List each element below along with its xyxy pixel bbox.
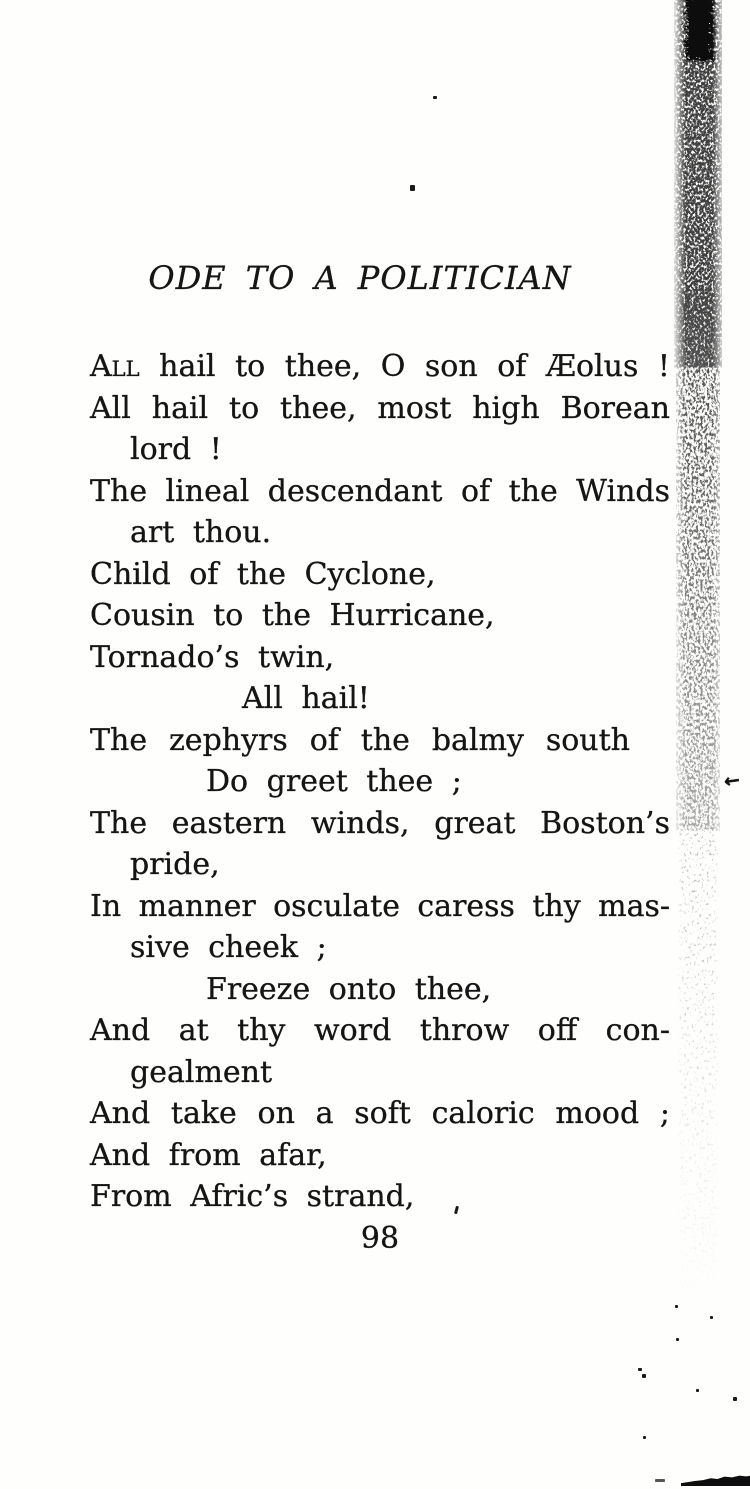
- poem-line: Cousin to the Hurricane,: [90, 598, 495, 633]
- edge-noise-texture: [672, 0, 726, 1330]
- line-text: hail to thee, O son of Æolus !: [139, 349, 670, 384]
- poem-line: The zephyrs of the balmy south: [90, 722, 630, 758]
- ink-speck: [675, 1305, 678, 1308]
- corner-shadow-smudge: [681, 1473, 750, 1486]
- poem-line: And from afar,: [90, 1137, 327, 1173]
- poem-line: lord !: [130, 432, 222, 467]
- poem-line: The eastern winds, great Boston’s: [90, 805, 670, 841]
- ink-speck: [638, 1368, 642, 1371]
- poem-line: And at thy word throw off con-: [90, 1013, 670, 1048]
- poem-line: All hail!: [242, 681, 370, 716]
- poem-line: pride,: [130, 847, 220, 882]
- poem-line: gealment: [130, 1054, 273, 1090]
- ink-speck: [642, 1374, 646, 1378]
- poem-line: The lineal descendant of the Winds: [90, 473, 670, 509]
- poem-line: In manner osculate caress thy mas-: [90, 888, 670, 924]
- poem-title: ODE TO A POLITICIAN: [148, 259, 572, 297]
- page-edge-noise: [672, 0, 726, 1330]
- ink-speck: [410, 185, 415, 191]
- ink-speck: [676, 1338, 679, 1341]
- ink-speck: [433, 96, 437, 99]
- stray-hook-mark-icon: ←: [722, 769, 742, 794]
- poem-line: Tornado’s twin,: [90, 639, 335, 675]
- poem-line: From Afric’s strand,: [90, 1179, 415, 1214]
- ink-speck: [710, 1316, 713, 1319]
- poem-line: Do greet thee ;: [206, 764, 462, 799]
- poem-line: [90, 346, 670, 388]
- ink-speck: [733, 1397, 737, 1401]
- poem-line: sive cheek ;: [130, 930, 327, 965]
- page-number: 98: [360, 1220, 400, 1256]
- ink-speck: [643, 1436, 646, 1439]
- ink-speck: [696, 1389, 699, 1392]
- poem-body: [90, 346, 670, 1259]
- page-edge-scan-artifact: [672, 0, 726, 1330]
- poem-line: Child of the Cyclone,: [90, 556, 436, 592]
- poem-line: Freeze onto thee,: [206, 971, 492, 1007]
- poem-line: All hail to thee, most high Borean: [90, 390, 670, 426]
- line-lead-smallcaps: All: [90, 349, 140, 384]
- poem-line: And take on a soft caloric mood ;: [90, 1096, 670, 1131]
- ink-speck: [655, 1479, 665, 1482]
- poem-line: art thou.: [130, 515, 272, 550]
